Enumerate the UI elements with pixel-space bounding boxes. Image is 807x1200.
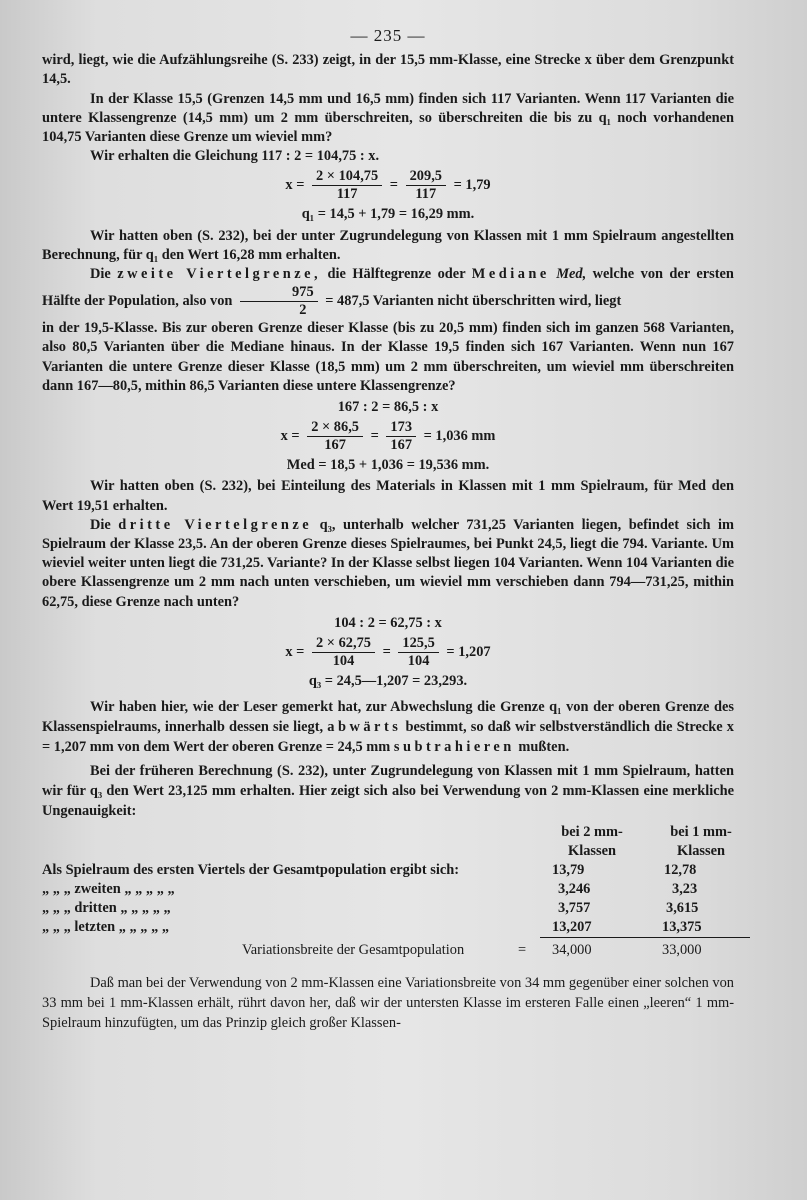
table-row: „ „ „ zweiten „ „ „ „ „ 3,246 3,23 [42, 881, 698, 898]
equation-8: q₃ = 24,5—1,207 = 23,293. [308, 673, 468, 690]
sum-line [540, 937, 750, 938]
col-2mm-header: bei 2 mm- Klassen [561, 824, 623, 860]
paragraph-11: Daß man bei der Verwendung von 2 mm-Klassen eine Variationsbreite von 34 mm gegenüber einer solchen von 33 mm bei 1 mm-Klassen erhält, rührt davon her, daß wir der untersten Klasse im ersteren Falle einen „leeren“ 1 mm-Spielraum hinzufügten, um das Prinzip gleich großer Klassen- [42, 975, 734, 1032]
eq1-fraction-a: $\frac{2 \times 104,75}{117}$ [312, 168, 382, 203]
table-row: „ „ „ letzten „ „ „ „ „ 13,207 13,375 [42, 919, 702, 936]
table-total-row: Variationsbreite der Gesamtpopulation = 34,000 33,000 [42, 937, 734, 959]
paragraph-2: In der Klasse 15,5 (Grenzen 14,5 mm und 16,5 mm) finden sich 117 Varianten. Wenn 117 Varianten die untere Klassengrenze (14,5 mm) um 2 mm überschreiten, so überschreiten die bis zu q₁ noch vorhandenen 104,75 Varianten diese Grenze um wieviel mm? [42, 90, 734, 146]
equation-5: Med = 18,5 + 1,036 = 19,536 mm. [286, 457, 490, 474]
paragraph-8: Die dritte Viertelgrenze q₃, unterhalb welcher 731,25 Varianten liegen, befindet sich im Spielraum der Klasse 23,5. An der oberen Grenze dieses Spielraumes, bei Punkt 24,5, liegt die 794. Variante. Um wieviel weiter unten liegt die 731,25. Variante? In der Klasse selbst liegen 104 Varianten. Wenn 104 Varianten die obere Klassengrenze um 2 mm nach unten verschieben, um wieviel mm verschieben dann 794—731,25, mithin 62,75, diese Grenze nach unten? [42, 516, 734, 610]
equation-7: x = $\frac{2 \times 62,75}{104}$ = $\frac{125,5}{104}$ = 1,207 [285, 635, 491, 670]
col-1mm-header: bei 1 mm- Klassen [670, 824, 732, 860]
paragraph-9: Wir haben hier, wie der Leser gemerkt hat, zur Abwechslung die Grenze q₁ von der oberen Grenze des Klassenspielraums, innerhalb dessen sie liegt, abwärts bestimmt, so daß wir selbstverständlich die Strecke x = 1,207 mm von dem Wert der oberen Grenze = 24,5 mm subtrahieren mußten. [42, 699, 734, 756]
paragraph-7: Wir hatten oben (S. 232), bei Einteilung des Materials in Klassen mit 1 mm Spielraum, für Med den Wert 19,51 erhalten. [42, 478, 734, 514]
eq1-equals: = [389, 177, 398, 194]
eq1-lhs: x = [285, 177, 305, 194]
equation-4: x = $\frac{2 \times 86,5}{167}$ = $\frac{173}{167}$ = 1,036 mm [280, 419, 496, 454]
paragraph-6: in der 19,5-Klasse. Bis zur oberen Grenze dieser Klasse (bis zu 20,5 mm) finden sich im ganzen 568 Varianten, also 80,5 Varianten über die Mediane hinaus. In der Klasse 19,5 finden sich 167 Varianten. Wenn nun 167 Varianten die untere Grenze dieser Klasse (18,5 mm) um 2 mm überschreiten, um wieviel mm überschreiten dann 167—80,5, mithin 86,5 Varianten diese untere Klassengrenze? [42, 320, 734, 394]
equation-3: 167 : 2 = 86,5 : x [337, 399, 439, 416]
eq1-fraction-b: $\frac{209,5}{117}$ [406, 168, 446, 203]
paragraph-1: wird, liegt, wie die Aufzählungsreihe (S. 233) zeigt, in der 15,5 mm-Klasse, eine Strecke x über dem Grenzpunkt 14,5. [42, 52, 734, 88]
paragraph-10: Bei der früheren Berechnung (S. 232), unter Zugrundelegung von Klassen mit 1 mm Spielraum, hatten wir für q₃ den Wert 23,125 mm erhalten. Hier zeigt sich also bei Verwendung von 2 mm-Klassen eine merkliche Ungenauigkeit: [42, 763, 734, 820]
equation-1 [42, 168, 734, 203]
paragraph-5: Die zweite Viertelgrenze, die Hälftegrenze oder Mediane Med, welche von der ersten Hälfte der Population, also von $\frac{975}{2}$ = 487,5 Varianten nicht überschritten wird, liegt [42, 266, 734, 319]
equation-6: 104 : 2 = 62,75 : x [334, 614, 442, 631]
table-row: Als Spielraum des ersten Viertels der Gesamtpopulation ergibt sich: 13,79 12,78 [42, 862, 697, 879]
table-header [42, 823, 734, 861]
table-row: „ „ „ dritten „ „ „ „ „ 3,757 3,615 [42, 900, 699, 917]
paragraph-4: Wir hatten oben (S. 232), bei der unter Zugrundelegung von Klassen mit 1 mm Spielraum angestellten Berechnung, für q₁ den Wert 16,28 mm erhalten. [42, 227, 734, 263]
eq1-result: = 1,79 [453, 177, 491, 194]
page [42, 26, 734, 1033]
paragraph-3: Wir erhalten die Gleichung 117 : 2 = 104,75 : x. [90, 148, 380, 165]
equation-2: q₁ = 14,5 + 1,79 = 16,29 mm. [301, 206, 475, 223]
median-fraction: $\frac{975}{2}$ [240, 284, 318, 319]
page-number: — 235 — [350, 26, 426, 45]
